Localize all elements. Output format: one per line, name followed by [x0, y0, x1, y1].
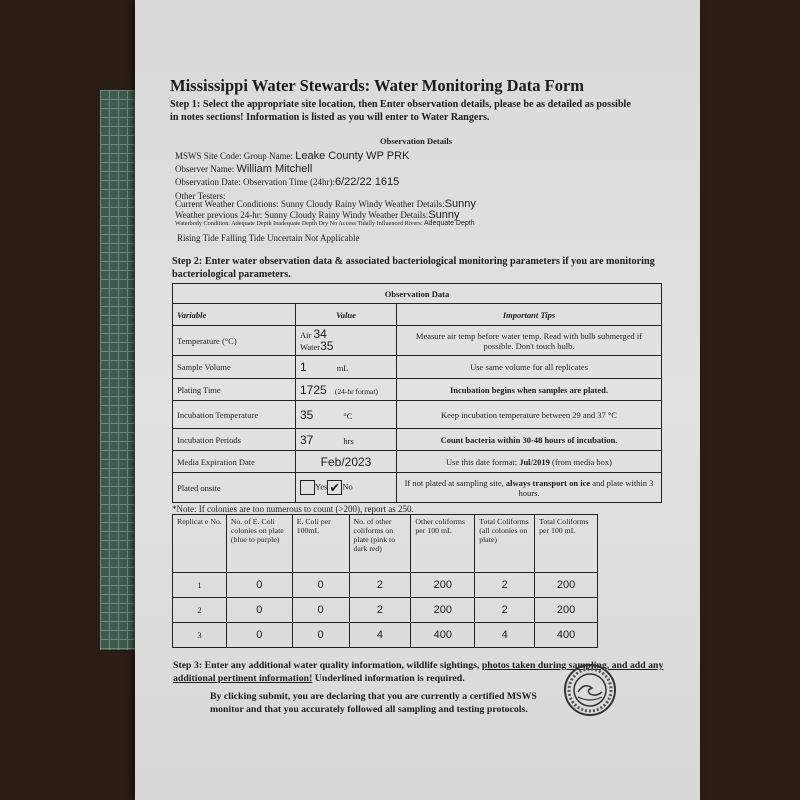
- inc-period-tip: Count bacteria within 30-48 hours of incubation.: [397, 429, 662, 451]
- table-cell: 1: [173, 573, 227, 598]
- media-tip: [397, 451, 662, 473]
- table-cell[interactable]: 2: [475, 598, 535, 623]
- site-value[interactable]: Leake County WP PRK: [295, 150, 410, 162]
- observation-data-table: [172, 283, 662, 503]
- testers-label: Other Testers:: [175, 191, 226, 201]
- inc-temp-tip: Keep incubation temperature between 29 and 37 °C: [397, 401, 662, 429]
- step3-required: photos taken during sampling, and add any additional pertinent information!: [173, 660, 664, 684]
- volume-value[interactable]: 1: [300, 360, 307, 374]
- plated-tip-text: If not plated at sampling site,: [404, 477, 506, 488]
- date-label: Observation Date: Observation Time (24hr):: [175, 177, 335, 187]
- table-cell[interactable]: 4: [475, 623, 535, 648]
- table-cell[interactable]: 200: [411, 598, 475, 623]
- air-label: Air: [300, 329, 312, 340]
- plating-tip: Incubation begins when samples are plated.: [397, 379, 662, 401]
- volume-label: Sample Volume: [173, 356, 296, 379]
- col-value: Value: [296, 304, 397, 326]
- temp-label: Temperature (°C): [173, 326, 296, 356]
- plating-unit: (24-hr format): [334, 386, 378, 396]
- form-title: Mississippi Water Stewards: Water Monitoring Data Form: [170, 76, 585, 95]
- prev-weather-value[interactable]: Sunny: [428, 209, 460, 221]
- table-cell[interactable]: 2: [349, 573, 411, 598]
- media-tip-text: Use this date format:: [446, 456, 520, 467]
- no-checkbox[interactable]: ✔: [327, 480, 342, 495]
- table-cell[interactable]: 0: [226, 573, 292, 598]
- volume-unit: mL: [336, 363, 349, 373]
- inc-temp-label: Incubation Temperature: [173, 401, 296, 429]
- col-variable: Variable: [173, 304, 296, 326]
- plated-tip-bold: always transport on ice: [505, 477, 591, 488]
- media-tip-format: Jul/2019: [519, 456, 550, 467]
- column-header: Other coliforms per 100 mL: [411, 515, 475, 573]
- inc-period-label: Incubation Periods: [173, 429, 296, 451]
- table-cell: 3: [173, 623, 227, 648]
- plated-tip: [397, 473, 662, 503]
- volume-tip: Use same volume for all replicates: [397, 356, 662, 379]
- table-cell[interactable]: 0: [292, 573, 349, 598]
- table-cell: 2: [173, 598, 227, 623]
- table-cell[interactable]: 200: [411, 573, 475, 598]
- current-weather-value[interactable]: Sunny: [444, 198, 476, 210]
- observer-label: Observer Name:: [175, 164, 235, 174]
- inc-temp-unit: °C: [343, 410, 353, 421]
- plated-tip-note: and plate within 3 hours.: [518, 477, 654, 498]
- observation-details-heading: Observation Details: [380, 136, 453, 146]
- prev-weather-label: Weather previous 24-hr: Sunny Cloudy Rainy Windy Weather Details:: [175, 210, 429, 220]
- form-paper: [135, 0, 700, 800]
- column-header: No. of other coliforms on plate (pink to dark red): [349, 515, 411, 573]
- table-cell[interactable]: 2: [475, 573, 535, 598]
- step1-instructions: Step 1: Select the appropriate site location, then Enter observation details, please be as detailed as possible in notes sections! Information is listed as you will enter to Water Rangers.: [170, 99, 631, 123]
- yes-label: Yes: [315, 481, 328, 492]
- cutting-mat: [100, 90, 140, 650]
- msws-seal-logo: [563, 663, 617, 717]
- media-tip-note: (from media box): [549, 456, 612, 467]
- tide-options: Rising Tide Falling Tide Uncertain Not Applicable: [177, 233, 360, 243]
- step3-text: Step 3: Enter any additional water quality information, wildlife sightings,: [173, 660, 482, 671]
- column-header: E. Coli per 100mL: [292, 515, 349, 573]
- colony-count-table: [172, 514, 598, 648]
- air-temp-value[interactable]: 34: [313, 326, 327, 341]
- date-value[interactable]: 6/22/22 1615: [334, 176, 400, 188]
- media-label: Media Expiration Date: [173, 451, 296, 473]
- yes-checkbox[interactable]: [300, 480, 315, 495]
- declaration: By clicking submit, you are declaring that you are currently a certified MSWS monitor and that you accurately followed all sampling and testing protocols.: [210, 691, 537, 715]
- water-label: Water: [300, 341, 321, 352]
- step2-instructions: Step 2: Enter water observation data & associated bacteriological monitoring parameters if you are monitoring bacteriological parameters.: [172, 256, 655, 280]
- column-header: No. of E. Coli colonies on plate (blue to purple): [226, 515, 292, 573]
- media-value[interactable]: Feb/2023: [320, 454, 372, 469]
- table-cell[interactable]: 400: [535, 623, 598, 648]
- plated-label: Plated onsite: [173, 473, 296, 503]
- table-cell[interactable]: 200: [535, 598, 598, 623]
- observer-value[interactable]: William Mitchell: [236, 163, 313, 175]
- table-cell[interactable]: 0: [226, 623, 292, 648]
- inc-period-value[interactable]: 37: [300, 432, 314, 447]
- observation-data-heading: Observation Data: [173, 284, 662, 304]
- step3-note: Underlined information is required.: [312, 673, 465, 684]
- plating-label: Plating Time: [173, 379, 296, 401]
- inc-temp-value[interactable]: 35: [300, 407, 314, 422]
- table-row: [173, 598, 598, 623]
- inc-period-unit: hrs: [343, 435, 354, 446]
- plating-value[interactable]: 1725: [300, 382, 327, 397]
- water-temp-value[interactable]: 35: [320, 338, 334, 353]
- waterbody-label: Waterbody Condition: Adequate Depth Inadequate Depth Dry No Access Tidally Influenced Rivers:: [175, 220, 423, 227]
- table-cell[interactable]: 0: [292, 598, 349, 623]
- table-cell[interactable]: 4: [349, 623, 411, 648]
- temp-tip: Measure air temp before water temp. Read with bulb submerged if possible. Don't touch bulb.: [397, 326, 662, 356]
- col-tips: Important Tips: [397, 304, 662, 326]
- current-weather-label: Current Weather Conditions: Sunny Cloudy Rainy Windy Weather Details:: [175, 199, 445, 209]
- site-label: MSWS Site Code: Group Name:: [175, 151, 293, 161]
- colony-note: *Note: If colonies are too numerous to count (>200), report as 250.: [172, 504, 414, 514]
- table-cell[interactable]: 200: [535, 573, 598, 598]
- table-row: [173, 623, 598, 648]
- table-cell[interactable]: 400: [411, 623, 475, 648]
- table-row: [173, 573, 598, 598]
- column-header: Total Coliforms (all colonies on plate): [475, 515, 535, 573]
- no-label: No: [342, 481, 353, 492]
- table-cell[interactable]: 0: [226, 598, 292, 623]
- table-cell[interactable]: 2: [349, 598, 411, 623]
- table-cell[interactable]: 0: [292, 623, 349, 648]
- column-header: Total Coliforms per 100 mL: [535, 515, 598, 573]
- column-header: Replicat e No.: [173, 515, 227, 573]
- waterbody-value[interactable]: Adequate Depth: [424, 220, 475, 227]
